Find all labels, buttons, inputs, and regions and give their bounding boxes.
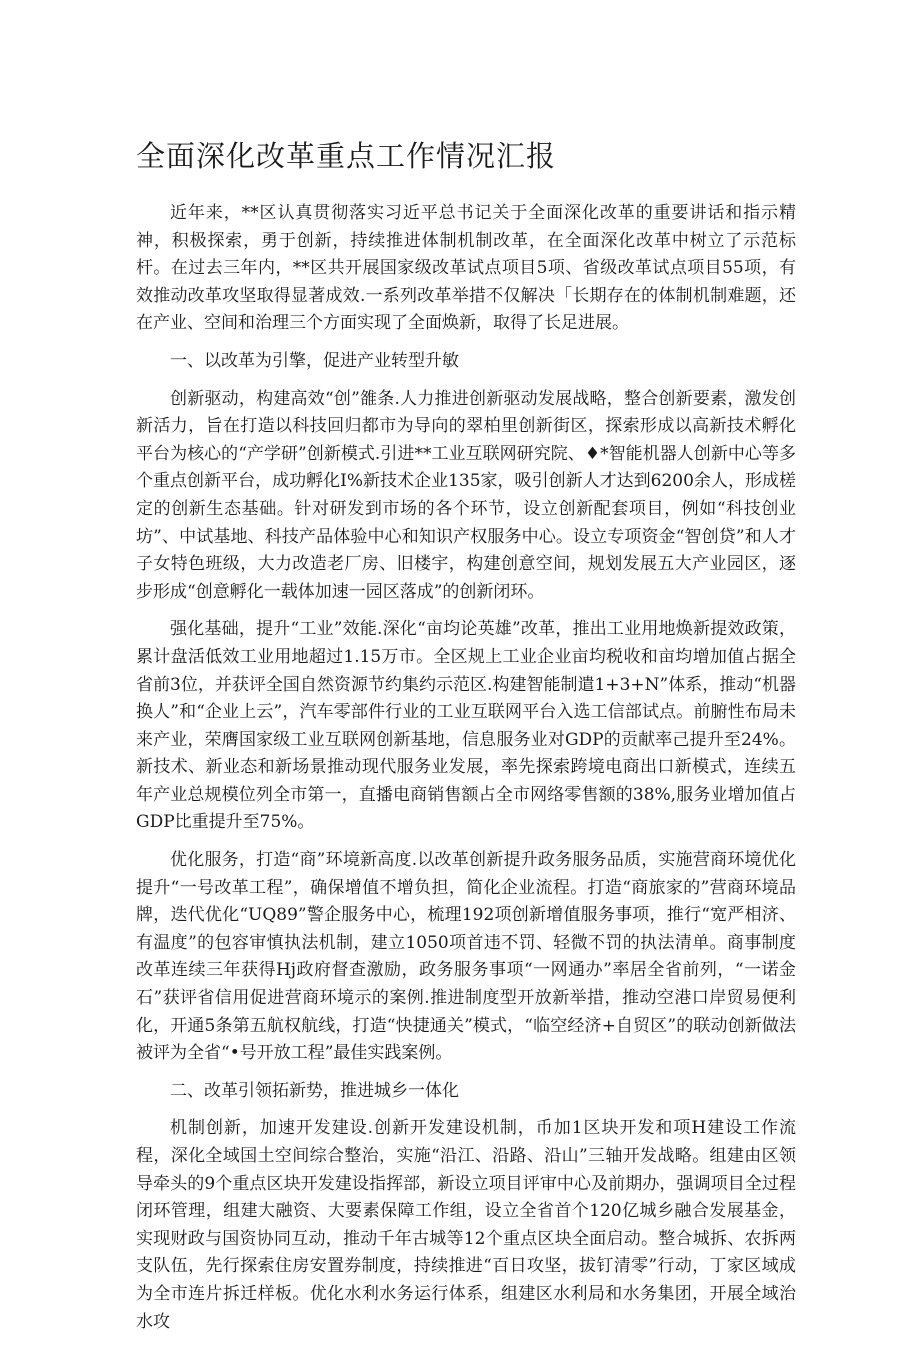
section1-paragraph-innovation: 创新驱动，构建高效“创”雒条.人力推进创新驱动发展战略，整合创新要素，激发创新活力，旨在打造以科技回归都市为导向的翠柏里创新街区，探索形成以高新技术孵化平台为核心的“产学研”创新模式.引进**工业互联网研究院、♦*智能机器人创新中心等多个重点创新平台，成功孵化I%新技术企业135家，吸引创新人才达到6200余人，形成槎定的创新生态基础。针对研发到市场的各个环节，设立创新配套项目，例如“科技创业坊”、中试基地、科技产品体验中心和知识产权服务中心。设立专项资金“智创贷”和人才子女特色班级，大力改造老厂房、旧楼宇，构建创意空间，规划发展五大产业园区，逐步形成“创意孵化一载体加速一园区落成”的创新闭环。 bbox=[136, 388, 796, 602]
section-heading-1: 一、以改革为引擎，促进产业转型升敏 bbox=[170, 350, 459, 371]
document-page bbox=[136, 132, 796, 1346]
section1-paragraph-business-environment: 优化服务，打造“商”环境新高度.以改革创新提升政务服务品质，实施营商环境优化提升“一号改革工程”，确保增值不增负担，简化企业流程。打造“商旅家的”营商环境品牌，迭代优化“UQ89”警企服务中心，梳理192项创新增值服务事项，推行“宽严相济、有温度”的包容审慎执法机制，建立1050项首违不罚、轻微不罚的执法清单。商事制度改革连续三年获得Hj政府督查激励，政务服务事项“一网通办”率居全省前列，“一诺金石”获评省信用促进营商环境示的案例.推进制度型开放新举措，推动空港口岸贸易便利化，开通5条第五航权航线，打造“快捷通关”模式，“临空经济+自贸区”的联动创新做法被评为全省“•号开放工程”最佳实践案例。 bbox=[136, 850, 796, 1064]
intro-paragraph: 近年来，**区认真贯彻落实习近平总书记关于全面深化改革的重要讲话和指示精神，积极探索，勇于创新，持续推进体制机制改革，在全面深化改革中树立了示范标杆。在过去三年内，**区共开展国家级改革试点项目5项、省级改革试点项目55项，有效推动改革攻坚取得显著成效.一系列改革举措不仅解决「长期存在的体制机制难题，还在产业、空间和治理三个方面实现了全面焕新，取得了长足进展。 bbox=[136, 203, 796, 334]
section1-paragraph-industry: 强化基础，提升“工业”效能.深化“亩均论英雄”改革，推出工业用地焕新提效政策，累计盘活低效工业用地超过1.15万市。全区规上工业企业亩均税收和亩均增加值占据全省前3位，并获评全国自然资源节约集约示范区.构建智能制遣1+3+N”体系，推动“机器换人”和“企业上云”，汽车零部件行业的工业互联网平台入选工信部试点。前腑性布局未来产业，荣膺国家级工业互联网创新基地，信息服务业对GDP的贡献率己提升至24%。新技术、新业态和新场景推动现代服务业发展，率先探索跨境电商出口新模式，连续五年产业总规模位列全市第一，直播电商销售额占全市网络零售额的38%,服务业增加值占GDP比重提升至75%。 bbox=[136, 619, 796, 833]
section-heading-2: 二、改革引领拓新势，推进城乡一体化 bbox=[170, 1080, 459, 1101]
section2-paragraph-mechanism: 机制创新，加速开发建设.创新开发建设机制，币加1区块开发和项H建设工作流程，深化全域国土空间综合整治，实施“沿江、沿路、沿山”三轴开发战略。组建由区领导牵头的9个重点区块开发建设指挥部，新设立项目评审中心及前期办，强调项目全过程闭环管理，组建大融资、大要素保障工作组，设立全省首个120亿城乡融合发展基金，实现财政与国资协同互动，推动千年古城等12个重点区块全面启动。整合城拆、农拆两支队伍，先行探索住房安置券制度，持续推进“百日攻坚，拔钉清零”行动，丁家区域成为全市连片拆迁样板。优化水利水务运行体系，组建区水利局和水务集团，开展全域治水攻 bbox=[136, 1118, 796, 1332]
document-title: 全面深化改革重点工作情况汇报 bbox=[136, 139, 557, 173]
